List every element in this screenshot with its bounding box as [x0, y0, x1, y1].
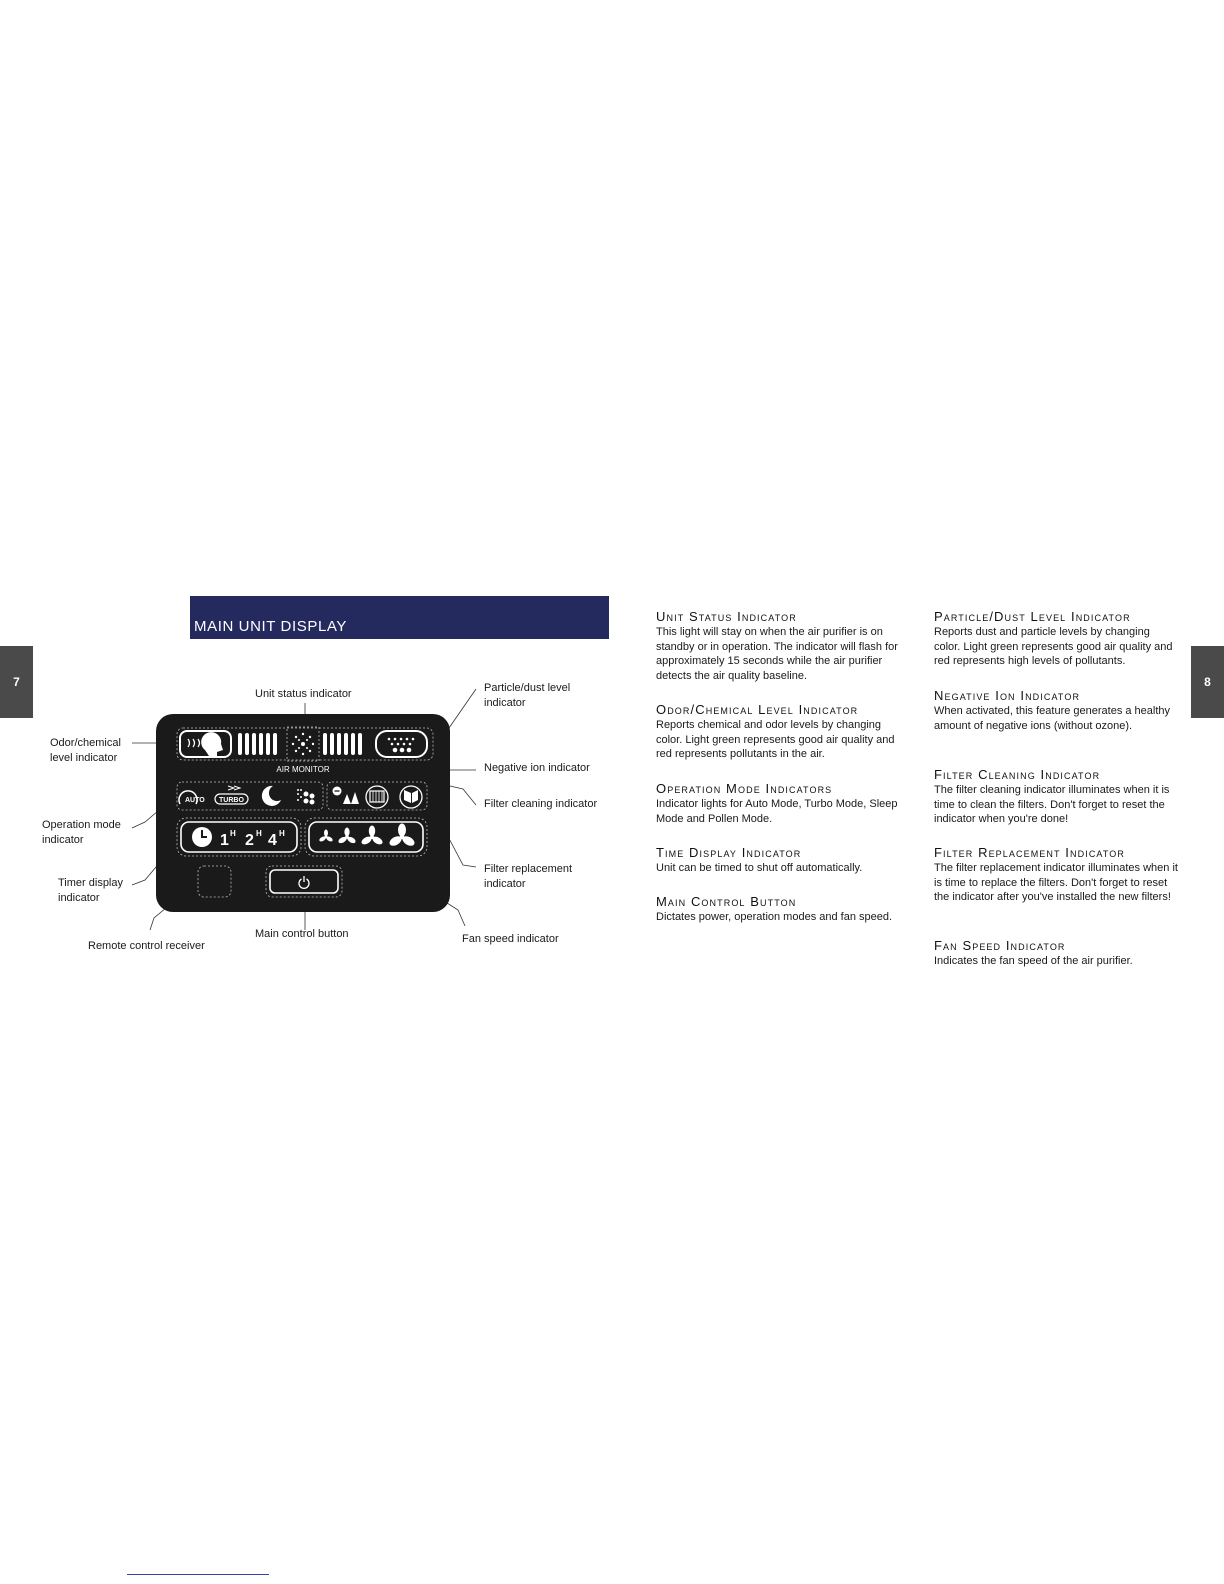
label-odor-line2: level indicator — [50, 752, 118, 764]
label-filter-repl-line2: indicator — [484, 878, 526, 890]
label-remote: Remote control receiver — [88, 940, 205, 952]
section-unit-status — [656, 609, 901, 683]
section-body: Indicator lights for Auto Mode, Turbo Mode, Sleep Mode and Pollen Mode. — [656, 798, 898, 825]
page-number-right-text: 8 — [1204, 675, 1211, 689]
label-filter-replacement — [484, 862, 572, 892]
section-main-control — [656, 894, 901, 925]
timer-unit-4: H — [279, 829, 285, 838]
section-odor — [656, 702, 901, 762]
section-fan-speed — [934, 938, 1179, 969]
section-heading: Main Control Button — [656, 894, 797, 909]
section-body: Indicates the fan speed of the air purifier. — [934, 955, 1133, 967]
label-operation-line1: Operation mode — [42, 819, 121, 831]
timer-unit-2: H — [256, 829, 262, 838]
section-negative-ion — [934, 688, 1179, 733]
label-negative-ion: Negative ion indicator — [484, 762, 590, 774]
label-odor — [50, 736, 121, 766]
label-fan-speed: Fan speed indicator — [462, 933, 559, 945]
section-body: Unit can be timed to shut off automatically. — [656, 862, 863, 874]
label-operation — [42, 818, 121, 848]
label-particle-line2: indicator — [484, 697, 526, 709]
section-title: MAIN UNIT DISPLAY — [194, 618, 348, 635]
label-operation-line2: indicator — [42, 834, 84, 846]
section-heading: Filter Cleaning Indicator — [934, 767, 1101, 782]
section-body: The filter replacement indicator illuminates when it is time to replace the filters. Don't forget to reset the indicator after you've installed the new filters! — [934, 862, 1178, 903]
section-heading: Fan Speed Indicator — [934, 938, 1066, 953]
label-filter-cleaning: Filter cleaning indicator — [484, 798, 598, 810]
label-timer-line2: indicator — [58, 892, 100, 904]
air-monitor-caption: AIR MONITOR — [276, 765, 330, 774]
section-body: This light will stay on when the air purifier is on standby or in operation. The indicator will flash for approximately 15 seconds while the air purifier detects the air quality baseline. — [656, 626, 898, 682]
auto-mode-badge: AUTO — [185, 797, 205, 804]
label-particle — [484, 681, 570, 711]
section-body: Reports dust and particle levels by changing color. Light green represents good air quality and red represents high levels of pollutants. — [934, 626, 1173, 667]
footer-rule — [127, 1574, 269, 1575]
label-filter-repl-line1: Filter replacement — [484, 863, 573, 875]
section-body: When activated, this feature generates a healthy amount of negative ions (without ozone). — [934, 705, 1171, 732]
section-body: Dictates power, operation modes and fan speed. — [656, 911, 893, 923]
section-heading: Time Display Indicator — [656, 845, 802, 860]
label-odor-line1: Odor/chemical — [50, 737, 121, 749]
section-operation — [656, 781, 901, 826]
section-filter-cleaning — [934, 767, 1179, 827]
section-heading: Odor/Chemical Level Indicator — [656, 702, 859, 717]
section-heading: Unit Status Indicator — [656, 609, 797, 624]
label-particle-line1: Particle/dust level — [484, 682, 571, 694]
label-timer-line1: Timer display — [58, 877, 123, 889]
section-heading: Operation Mode Indicators — [656, 781, 833, 796]
timer-option-2: 2 — [245, 832, 254, 849]
label-unit-status: Unit status indicator — [255, 688, 352, 700]
section-body: Reports chemical and odor levels by changing color. Light green represents good air quality and red represents pollutants in the air. — [656, 719, 895, 760]
page-number-left-text: 7 — [13, 675, 20, 689]
section-heading: Particle/Dust Level Indicator — [934, 609, 1131, 624]
timer-option-1: 1 — [220, 832, 229, 849]
section-body: The filter cleaning indicator illuminates when it is time to clean the filters. Don't forget to reset the indicator when you're done! — [934, 784, 1170, 825]
label-timer — [58, 876, 123, 906]
section-heading: Negative Ion Indicator — [934, 688, 1081, 703]
timer-option-4: 4 — [268, 832, 277, 849]
timer-unit-1: H — [230, 829, 236, 838]
turbo-mode-badge: TURBO — [219, 797, 244, 804]
section-filter-replacement — [934, 845, 1179, 905]
section-particle — [934, 609, 1179, 669]
section-heading: Filter Replacement Indicator — [934, 845, 1125, 860]
label-main-control: Main control button — [255, 928, 349, 940]
section-time-display — [656, 845, 901, 876]
